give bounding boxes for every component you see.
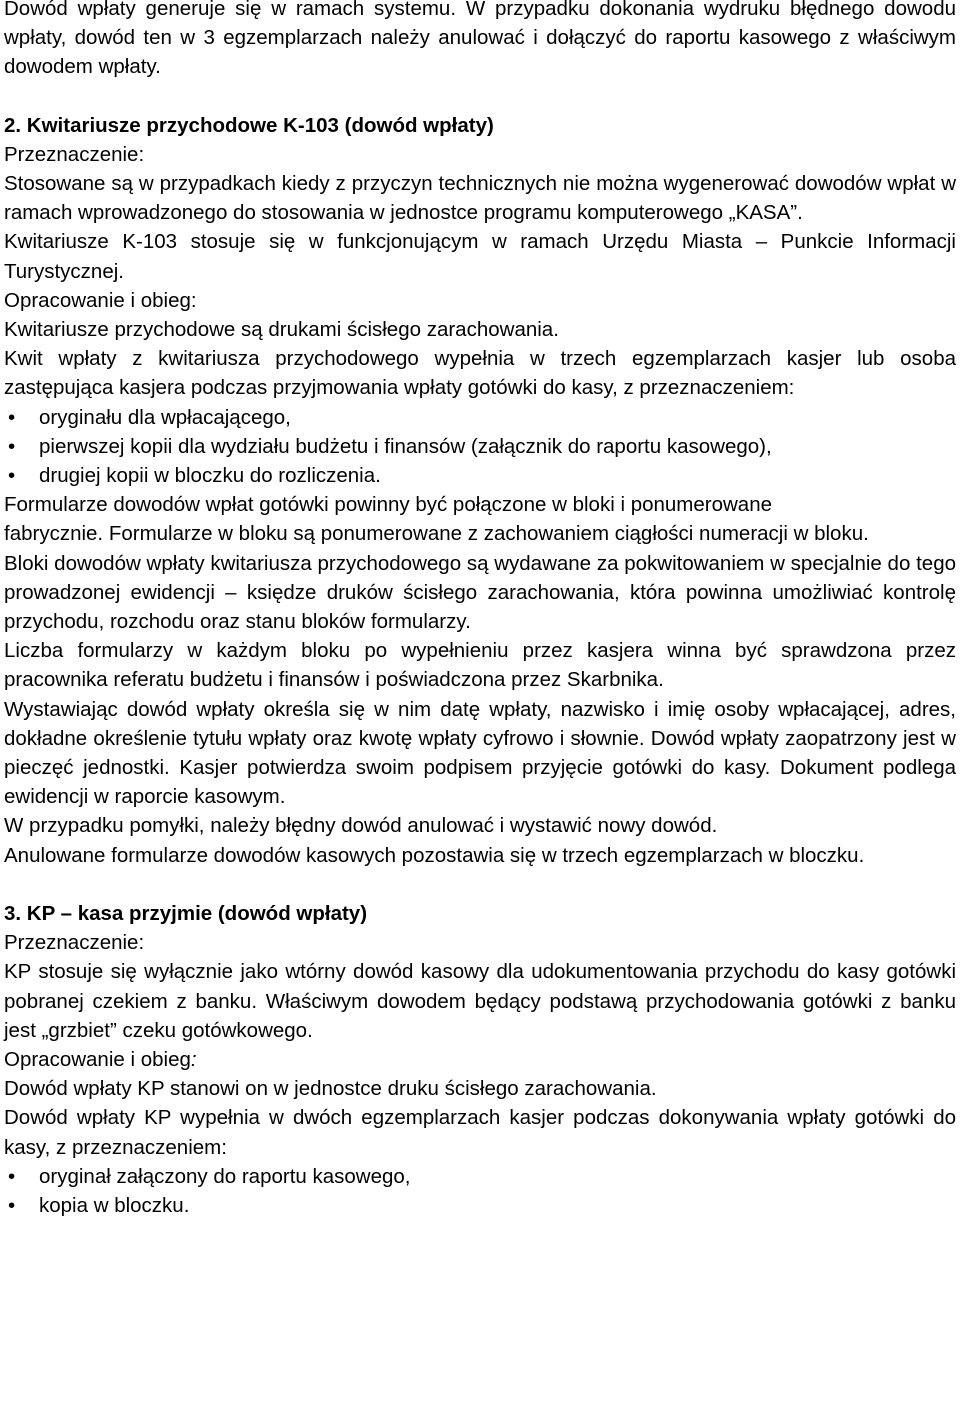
section-2-purpose-paragraph-2: Kwitariusze K-103 stosuje się w funkcjonującym w ramach Urzędu Miasta – Punkcie Informacji Turystycznej.	[4, 230, 956, 283]
section-2-cancel-paragraph: Anulowane formularze dowodów kasowych pozostawia się w trzech egzemplarzach w bloczku.	[4, 843, 865, 867]
bullet-icon: •	[8, 1164, 16, 1188]
section-2-workflow-paragraph-1: Kwitariusze przychodowe są drukami ścisłego zarachowania.	[4, 318, 559, 342]
section-3-workflow-paragraph-2: Dowód wpłaty KP wypełnia w dwóch egzemplarzach kasjer podczas dokonywania wpłaty gotówki do kasy, z przeznaczeniem:	[4, 1106, 956, 1159]
list-item	[4, 432, 956, 461]
list-item	[4, 1162, 956, 1191]
list-item-text: pierwszej kopii dla wydziału budżetu i finansów (załącznik do raportu kasowego),	[39, 434, 772, 458]
section-3-workflow-paragraph-1: Dowód wpłaty KP stanowi on w jednostce druku ścisłego zarachowania.	[4, 1077, 657, 1101]
bullet-icon: •	[8, 464, 16, 488]
section-3-purpose-paragraph: KP stosuje się wyłącznie jako wtórny dowód kasowy dla udokumentowania przychodu do kasy gotówki pobranej czekiem z banku. Właściwym dowodem będący podstawą przychodowania gotówki z banku jest „grzbiet” czeku gotówkowego.	[4, 960, 956, 1042]
bullet-icon: •	[8, 1193, 16, 1217]
section-2-purpose-label: Przeznaczenie:	[4, 142, 145, 166]
list-item	[4, 461, 956, 490]
spacer	[4, 82, 956, 111]
section-2-issue-paragraph: Wystawiając dowód wpłaty określa się w nim datę wpłaty, nazwisko i imię osoby wpłacającej, adres, dokładne określenie tytułu wpłaty oraz kwotę wpłaty cyfrowo i słownie. Dowód wpłaty zaopatrzony jest w pieczęć jednostki. Kasjer potwierdza swoim podpisem przyjęcie gotówki do kasy. Dokument podlega ewidencji w raporcie kasowym.	[4, 697, 956, 809]
section-2-blocks-paragraph: Bloki dowodów wpłaty kwitariusza przychodowego są wydawane za pokwitowaniem w specjalnie do tego prowadzonej ewidencji – księdze druków ścisłego zarachowania, która powinna umożliwiać kontrolę przychodu, rozchodu oraz stanu bloków formularzy.	[4, 551, 956, 634]
section-2-forms-line: Formularze dowodów wpłat gotówki powinny być połączone w bloki i ponumerowane	[4, 493, 773, 517]
list-item	[4, 1191, 956, 1220]
section-3-workflow-label	[4, 1045, 956, 1074]
list-item-text: oryginału dla wpłacającego,	[39, 405, 291, 429]
section-3-copy-list	[4, 1162, 956, 1220]
section-2-forms-paragraph: fabrycznie. Formularze w bloku są ponumerowane z zachowaniem ciągłości numeracji w bloku.	[4, 522, 869, 546]
section-2-workflow-paragraph-2: Kwit wpłaty z kwitariusza przychodowego wypełnia w trzech egzemplarzach kasjer lub osoba zastępująca kasjera podczas przyjmowania wpłaty gotówki do kasy, z przeznaczeniem:	[4, 347, 956, 400]
section-3-workflow-label-colon: :	[190, 1047, 197, 1071]
bullet-icon: •	[8, 434, 16, 458]
section-2-heading: 2. Kwitariusze przychodowe K-103 (dowód wpłaty)	[4, 113, 494, 137]
section-2-error-paragraph: W przypadku pomyłki, należy błędny dowód anulować i wystawić nowy dowód.	[4, 814, 718, 838]
intro-paragraph: Dowód wpłaty generuje się w ramach systemu. W przypadku dokonania wydruku błędnego dowodu wpłaty, dowód ten w 3 egzemplarzach należy anulować i dołączyć do raportu kasowego z właściwym dowodem wpłaty.	[4, 0, 956, 79]
section-3-workflow-label-text: Opracowanie i obieg	[4, 1047, 191, 1071]
spacer	[4, 870, 956, 899]
bullet-icon: •	[8, 405, 16, 429]
section-2-purpose-paragraph-1: Stosowane są w przypadkach kiedy z przyczyn technicznych nie można wygenerować dowodów wpłat w ramach wprowadzonego do stosowania w jednostce programu komputerowego „KASA”.	[4, 172, 956, 225]
section-2-copy-list	[4, 403, 956, 491]
list-item	[4, 403, 956, 432]
section-2-count-paragraph: Liczba formularzy w każdym bloku po wypełnieniu przez kasjera winna być sprawdzona przez pracownika referatu budżetu i finansów i poświadczona przez Skarbnika.	[4, 639, 956, 692]
section-3-heading: 3. KP – kasa przyjmie (dowód wpłaty)	[4, 901, 368, 925]
document-page	[4, 0, 956, 1220]
list-item-text: oryginał załączony do raportu kasowego,	[39, 1164, 411, 1188]
section-2-workflow-label: Opracowanie i obieg:	[4, 288, 197, 312]
list-item-text: drugiej kopii w bloczku do rozliczenia.	[39, 464, 381, 488]
list-item-text: kopia w bloczku.	[39, 1193, 190, 1217]
section-3-purpose-label: Przeznaczenie:	[4, 931, 145, 955]
